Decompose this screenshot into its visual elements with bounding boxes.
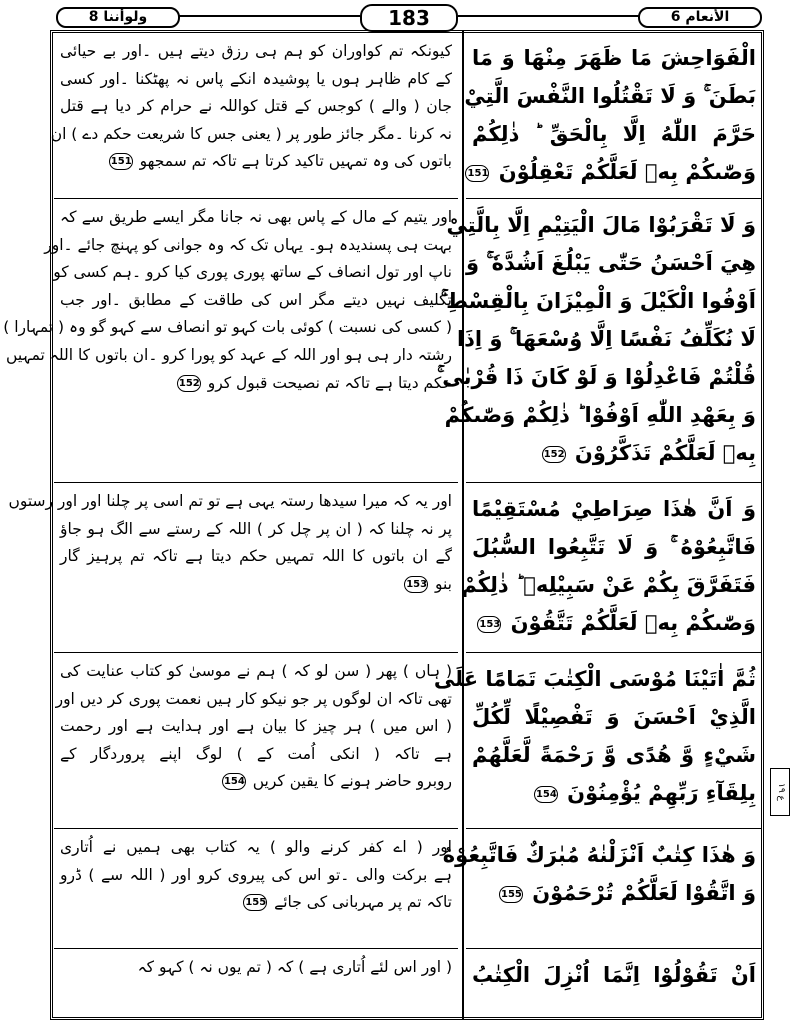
line-text: فَتَفَرَّقَ بِكُمْ عَنْ سَبِيْلِهٖ ؕ ذٰلِكُمْ xyxy=(461,573,756,597)
verse-number-badge: 155 xyxy=(499,886,523,903)
line-text: الْفَوَاحِشَ مَا ظَهَرَ مِنْهَا وَ مَا xyxy=(472,46,756,70)
juz-label: ولوأننا 8 xyxy=(56,7,180,28)
urdu-translation-block xyxy=(54,948,458,1018)
line-text: ناپ اور تول انصاف کے ساتھ پوری پوری کیا کرو ۔ہم کسی کو xyxy=(53,263,452,282)
urdu-line xyxy=(50,121,458,149)
line-text: وَ اَنَّ هٰذَا صِرَاطِيْ مُسْتَقِيْمًا xyxy=(472,497,756,521)
arabic-line xyxy=(466,956,762,994)
line-text: بِهٖ لَعَلَّكُمْ تَذَكَّرُوْنَ xyxy=(574,441,756,465)
urdu-translation-block xyxy=(50,32,458,198)
arabic-line xyxy=(466,115,762,153)
verse-number-badge: 151 xyxy=(109,153,133,170)
arabic-line xyxy=(440,282,762,320)
urdu-translation-block xyxy=(54,828,458,948)
verse-number-badge: 152 xyxy=(177,375,201,392)
line-text: وَصّٰىكُمْ بِهٖ لَعَلَّكُمْ تَعْقِلُوْنَ xyxy=(498,160,756,184)
line-text: لَا نُكَلِّفُ نَفْسًا اِلَّا وُسْعَهَا ۚ وَ اِذَا xyxy=(456,327,756,351)
line-text: بَطَنَ ۚ وَ لَا تَقْتُلُوا النَّفْسَ الَّتِيْ xyxy=(464,84,756,108)
line-text: تھی تاکہ ان لوگوں پر جو نیکو کار ہیں نعمت پوری کر دیں اور xyxy=(55,689,452,708)
urdu-line xyxy=(6,342,458,370)
urdu-line xyxy=(54,93,458,121)
arabic-verse-block xyxy=(433,652,762,828)
verse-number-badge: 153 xyxy=(477,616,501,633)
line-text: ( اور اس لئے اُتاری ہے ) کہ ( تم یوں نہ ) کہو کہ xyxy=(137,958,452,976)
urdu-line xyxy=(54,516,458,544)
arabic-line xyxy=(466,244,762,282)
line-text: اَوْفُوا الْكَيْلَ وَ الْمِيْزَانَ بِالْقِسْطِ ۚ xyxy=(440,289,756,313)
urdu-line xyxy=(54,658,458,686)
arabic-line xyxy=(437,358,762,396)
arabic-verse-block xyxy=(466,948,762,1018)
urdu-line xyxy=(54,954,458,982)
arabic-line xyxy=(466,604,762,642)
arabic-line xyxy=(446,206,762,244)
urdu-line xyxy=(54,370,458,398)
line-text: ثُمَّ اٰتَيْنَا مُوْسَى الْكِتٰبَ تَمَامًا عَلَى xyxy=(433,667,756,691)
line-text: قُلْتُمْ فَاعْدِلُوْا وَ لَوْ كَانَ ذَا قُرْبٰى ۚ xyxy=(437,365,756,389)
urdu-line xyxy=(54,571,458,599)
line-text: وَ اتَّقُوْا لَعَلَّكُمْ تُرْحَمُوْنَ xyxy=(532,881,756,905)
urdu-line xyxy=(3,314,458,342)
line-text: بہت ہی پسندیدہ ہو۔ یہاں تک کہ وہ جوانی کو پہنچ جائے ۔اور xyxy=(44,235,452,254)
block-separator xyxy=(466,828,762,829)
line-text: بنو xyxy=(435,574,452,593)
line-text: کیونکہ تم کواوران کو ہم ہی رزق دیتے ہیں ۔اور بے حیائی xyxy=(60,42,452,60)
line-text: ہے تاکہ ( انکی اُمت کے ) لوگ اپنے پروردگار کے xyxy=(60,744,452,763)
arabic-line xyxy=(466,698,762,736)
verse-number-badge: 152 xyxy=(542,446,566,463)
block-separator xyxy=(466,198,762,199)
header-rule-right xyxy=(458,15,640,17)
line-text: تاکہ تم پر مہربانی کی جائے xyxy=(274,893,452,912)
arabic-line xyxy=(456,320,762,358)
urdu-line xyxy=(54,148,458,176)
arabic-line xyxy=(442,836,762,874)
header-rule-left xyxy=(178,15,360,17)
urdu-line xyxy=(54,66,458,94)
urdu-line xyxy=(54,259,458,287)
arabic-line xyxy=(461,566,762,604)
urdu-line xyxy=(54,686,458,714)
line-text: روبرو حاضر ہونے کا یقین کریں xyxy=(252,772,452,791)
urdu-line xyxy=(54,741,458,769)
line-text: اَنْ تَقُوْلُوْا اِنَّمَا اُنْزِلَ الْكِتٰبُ xyxy=(472,963,756,987)
line-text: اور یتیم کے مال کے پاس بھی نہ جانا مگر ایسے طریق سے کہ xyxy=(60,208,452,226)
urdu-line xyxy=(54,768,458,796)
arabic-line xyxy=(433,660,762,698)
arabic-verse-block xyxy=(461,482,762,652)
surah-label: الأنعام 6 xyxy=(638,7,762,28)
arabic-line xyxy=(466,528,762,566)
line-text: تکلیف نہیں دیتے مگر اس کی طاقت کے مطابق ۔اور جب xyxy=(60,290,452,309)
block-separator xyxy=(54,198,458,199)
line-text: ( اس میں ) ہر چیز کا بیان ہے اور ہدایت ہے اور رحمت xyxy=(60,717,452,736)
block-separator xyxy=(466,652,762,653)
line-text: جان ( والے ) کوجس کے قتل کواللہ نے حرام کر دیا ہے قتل xyxy=(60,97,452,116)
verse-number-badge: 151 xyxy=(465,165,489,182)
verse-number-badge: 153 xyxy=(404,576,428,593)
block-separator xyxy=(54,828,458,829)
urdu-line xyxy=(54,713,458,741)
arabic-line xyxy=(466,153,762,191)
line-text: ( کسی کی نسبت ) کوئی بات کہو تو انصاف سے کہو گو وہ ( تمہارا ) xyxy=(3,318,452,337)
page-header xyxy=(50,4,768,28)
line-text: الَّذِيْ اَحْسَنَ وَ تَفْصِيْلًا لِّكُلِّ xyxy=(472,705,756,729)
line-text: فَاتَّبِعُوْهُ ۚ وَ لَا تَتَّبِعُوا السُّبُلَ xyxy=(472,535,756,559)
arabic-line xyxy=(466,736,762,774)
block-separator xyxy=(466,482,762,483)
line-text: وَصّٰىكُمْ بِهٖ لَعَلَّكُمْ تَتَّقُوْنَ xyxy=(510,611,756,635)
arabic-line xyxy=(466,434,762,472)
block-separator xyxy=(54,482,458,483)
line-text: پر نہ چلنا کہ ( ان پر چل کر ) اللہ کے رستے سے الگ ہو جاؤ xyxy=(60,519,452,538)
arabic-line xyxy=(444,396,762,434)
urdu-line xyxy=(54,543,458,571)
arabic-verse-block xyxy=(437,198,762,482)
line-text: حَرَّمَ اللّٰهُ اِلَّا بِالْحَقِّ ؕ ذٰلِكُمْ xyxy=(472,122,756,146)
urdu-line xyxy=(44,232,458,260)
arabic-line xyxy=(466,490,762,528)
line-text: ہے برکت والی ۔تو اس کی پیروی کرو اور ( اللہ سے ) ڈرو xyxy=(60,865,452,884)
line-text: شَيْءٍ وَّ هُدًى وَّ رَحْمَةً لَّعَلَّهُمْ xyxy=(472,743,756,767)
arabic-line xyxy=(466,774,762,812)
line-text: حکم دیتا ہے تاکہ تم نصیحت قبول کرو xyxy=(207,373,452,392)
line-text: ( ہاں ) پھر ( سن لو کہ ) ہم نے موسیٰ کو کتاب عنایت کی xyxy=(60,662,452,680)
arabic-verse-block xyxy=(466,32,762,198)
line-text: وَ بِعَهْدِ اللّٰهِ اَوْفُوْا ؕ ذٰلِكُمْ وَصّٰىكُمْ xyxy=(444,403,756,427)
line-text: وَ لَا تَقْرَبُوْا مَالَ الْيَتِيْمِ اِلَّا بِالَّتِيْ xyxy=(446,213,756,237)
line-text: اور ( اے کفر کرنے والو ) یہ کتاب بھی ہمیں نے اُتاری xyxy=(60,838,452,856)
line-text: کے کام ظاہر ہوں یا پوشیدہ انکے پاس نہ پھٹکنا ۔اور کسی xyxy=(60,69,452,88)
urdu-translation-block xyxy=(3,198,458,482)
verse-number-badge: 154 xyxy=(222,773,246,790)
arabic-line xyxy=(466,77,762,115)
line-text: رشتہ دار ہی ہو اور اللہ کے عہد کو پورا کرو ۔ان باتوں کا اللہ تمہیں xyxy=(6,345,452,364)
block-separator xyxy=(54,652,458,653)
urdu-line xyxy=(8,488,458,516)
line-text: بِلِقَآءِ رَبِّهِمْ يُؤْمِنُوْنَ xyxy=(567,781,756,805)
block-separator xyxy=(466,948,762,949)
urdu-line xyxy=(54,38,458,66)
line-text: اور یہ کہ میرا سیدھا رستہ یہی ہے تو تم اسی پر چلنا اور اور رستوں xyxy=(8,492,452,510)
urdu-line xyxy=(54,287,458,315)
urdu-line xyxy=(54,889,458,917)
verse-number-badge: 154 xyxy=(534,786,558,803)
urdu-line xyxy=(54,204,458,232)
arabic-line xyxy=(466,39,762,77)
urdu-translation-block xyxy=(8,482,458,652)
page-number: 183 xyxy=(360,4,458,32)
ruku-marker: ۱۹ ع xyxy=(770,768,790,816)
line-text: گے ان باتوں کا اللہ تمہیں حکم دیتا ہے تاکہ تم پرہیز گار xyxy=(60,547,452,566)
verse-number-badge: 155 xyxy=(243,894,267,911)
line-text: وَ هٰذَا كِتٰبٌ اَنْزَلْنٰهُ مُبٰرَكٌ فَاتَّبِعُوْهُ xyxy=(442,843,756,867)
urdu-line xyxy=(54,862,458,890)
arabic-line xyxy=(466,874,762,912)
urdu-translation-block xyxy=(54,652,458,828)
line-text: نہ کرنا ۔مگر جائز طور پر ( یعنی جس کا شریعت حکم دے ) ان xyxy=(50,124,452,143)
arabic-verse-block xyxy=(442,828,762,948)
urdu-line xyxy=(54,834,458,862)
block-separator xyxy=(54,948,458,949)
line-text: باتوں کی وہ تمہیں تاکید کرتا ہے تاکہ تم سمجھو xyxy=(139,152,452,171)
line-text: هِيَ اَحْسَنُ حَتّٰى يَبْلُغَ اَشُدَّهٗ ۚ وَ xyxy=(466,251,756,275)
